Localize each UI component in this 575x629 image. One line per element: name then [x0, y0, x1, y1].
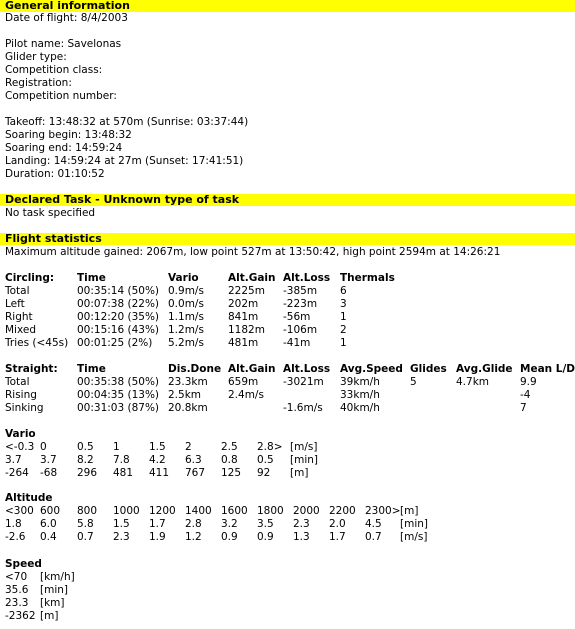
speed-cell: 35.6 [5, 584, 29, 596]
straight-cell: 5 [410, 376, 417, 388]
circling-cell: 00:12:20 (35%) [77, 311, 160, 323]
declared-task-header: Declared Task - Unknown type of task [0, 194, 575, 206]
straight-header-cell: Time [77, 363, 106, 375]
circling-cell: 841m [228, 311, 259, 323]
straight-cell: 00:31:03 (87%) [77, 402, 160, 414]
circling-cell: Left [5, 298, 25, 310]
altitude-cell: 1.2 [185, 531, 202, 543]
straight-cell: -4 [520, 389, 531, 401]
straight-header-cell: Avg.Glide [456, 363, 513, 375]
vario-cell: 767 [185, 467, 206, 479]
vario-cell: 3.7 [40, 454, 57, 466]
straight-header-cell: Alt.Loss [283, 363, 331, 375]
takeoff: Takeoff: 13:48:32 at 570m (Sunrise: 03:37:44) [5, 116, 249, 128]
vario-cell: 4.2 [149, 454, 166, 466]
altitude-cell: 1.7 [149, 518, 166, 530]
circling-cell: 00:15:16 (43%) [77, 324, 160, 336]
vario-cell: 1.5 [149, 441, 166, 453]
circling-cell: Tries (<45s) [5, 337, 69, 349]
circling-cell: 00:01:25 (2%) [77, 337, 153, 349]
vario-cell: [m/s] [290, 441, 318, 453]
altitude-title: Altitude [5, 492, 53, 504]
vario-cell: <-0.3 [5, 441, 35, 453]
vario-cell: 2 [185, 441, 192, 453]
circling-cell: -223m [283, 298, 318, 310]
vario-cell: -264 [5, 467, 29, 479]
vario-cell: 3.7 [5, 454, 22, 466]
circling-cell: Right [5, 311, 33, 323]
vario-cell: 481 [113, 467, 134, 479]
straight-cell: 39km/h [340, 376, 380, 388]
straight-header-cell: Alt.Gain [228, 363, 276, 375]
altitude-cell: 6.0 [40, 518, 57, 530]
altitude-cell: 1000 [113, 505, 140, 517]
circling-header-cell: Vario [168, 272, 199, 284]
speed-cell: [km/h] [40, 571, 75, 583]
circling-cell: Total [5, 285, 30, 297]
altitude-cell: <300 [5, 505, 34, 517]
altitude-cell: 2.3 [293, 518, 310, 530]
circling-header-cell: Alt.Gain [228, 272, 276, 284]
circling-cell: 1 [340, 311, 347, 323]
vario-cell: -68 [40, 467, 58, 479]
altitude-cell: [min] [400, 518, 428, 530]
circling-cell: Mixed [5, 324, 36, 336]
altitude-cell: 3.2 [221, 518, 238, 530]
vario-cell: [min] [290, 454, 318, 466]
pilot-name: Pilot name: Savelonas [5, 38, 122, 50]
circling-cell: -106m [283, 324, 318, 336]
straight-header-cell: Glides [410, 363, 447, 375]
altitude-cell: 1.3 [293, 531, 310, 543]
speed-cell: [km] [40, 597, 65, 609]
straight-header-cell: Avg.Speed [340, 363, 403, 375]
circling-cell: 1.2m/s [168, 324, 204, 336]
altitude-cell: 2.8 [185, 518, 202, 530]
altitude-cell: 2.0 [329, 518, 346, 530]
circling-cell: 6 [340, 285, 347, 297]
vario-cell: 125 [221, 467, 242, 479]
vario-cell: 0 [40, 441, 47, 453]
straight-cell: Rising [5, 389, 37, 401]
vario-cell: 2.5 [221, 441, 238, 453]
circling-header-cell: Thermals [340, 272, 395, 284]
altitude-cell: 600 [40, 505, 61, 517]
straight-cell: 23.3km [168, 376, 208, 388]
vario-cell: 296 [77, 467, 98, 479]
straight-cell: 9.9 [520, 376, 537, 388]
altitude-cell: 800 [77, 505, 98, 517]
vario-cell: 411 [149, 467, 170, 479]
circling-cell: 0.0m/s [168, 298, 204, 310]
registration: Registration: [5, 77, 72, 89]
vario-cell: 92 [257, 467, 271, 479]
straight-cell: 00:04:35 (13%) [77, 389, 160, 401]
circling-cell: 0.9m/s [168, 285, 204, 297]
straight-cell: 20.8km [168, 402, 208, 414]
altitude-cell: 1400 [185, 505, 212, 517]
circling-cell: 5.2m/s [168, 337, 204, 349]
straight-cell: 40km/h [340, 402, 380, 414]
altitude-cell: 1800 [257, 505, 284, 517]
speed-cell: <70 [5, 571, 28, 583]
straight-cell: 4.7km [456, 376, 490, 388]
circling-cell: 481m [228, 337, 259, 349]
speed-title: Speed [5, 558, 42, 570]
altitude-cell: 1600 [221, 505, 248, 517]
straight-cell: 659m [228, 376, 259, 388]
altitude-cell: 1.8 [5, 518, 22, 530]
straight-cell: Sinking [5, 402, 44, 414]
vario-cell: 6.3 [185, 454, 202, 466]
straight-header-cell: Straight: [5, 363, 58, 375]
circling-cell: 1182m [228, 324, 265, 336]
vario-cell: 8.2 [77, 454, 94, 466]
landing: Landing: 14:59:24 at 27m (Sunset: 17:41:51) [5, 155, 244, 167]
altitude-cell: 2300> [365, 505, 401, 517]
altitude-cell: 1.5 [113, 518, 130, 530]
altitude-cell: 0.7 [365, 531, 382, 543]
altitude-summary: Maximum altitude gained: 2067m, low point 527m at 13:50:42, high point 2594m at 14:26:21 [5, 246, 501, 258]
circling-cell: -56m [283, 311, 311, 323]
circling-cell: 2 [340, 324, 347, 336]
soaring-begin: Soaring begin: 13:48:32 [5, 129, 132, 141]
soaring-end: Soaring end: 14:59:24 [5, 142, 123, 154]
straight-cell: -3021m [283, 376, 324, 388]
speed-cell: -2362 [5, 610, 36, 622]
circling-cell: -41m [283, 337, 311, 349]
speed-cell: [min] [40, 584, 68, 596]
straight-cell: 33km/h [340, 389, 380, 401]
task-text: No task specified [5, 207, 96, 219]
date-of-flight: Date of flight: 8/4/2003 [5, 12, 128, 24]
altitude-cell: 1200 [149, 505, 176, 517]
straight-cell: Total [5, 376, 30, 388]
vario-cell: 0.5 [257, 454, 274, 466]
circling-cell: 1 [340, 337, 347, 349]
vario-cell: 2.8> [257, 441, 283, 453]
circling-cell: 00:07:38 (22%) [77, 298, 160, 310]
vario-cell: [m] [290, 467, 309, 479]
straight-cell: -1.6m/s [283, 402, 323, 414]
straight-cell: 2.5km [168, 389, 202, 401]
circling-cell: -385m [283, 285, 318, 297]
circling-header-cell: Time [77, 272, 106, 284]
altitude-cell: [m/s] [400, 531, 428, 543]
altitude-cell: 2.3 [113, 531, 130, 543]
altitude-cell: 3.5 [257, 518, 274, 530]
altitude-cell: 1.7 [329, 531, 346, 543]
circling-header-cell: Circling: [5, 272, 55, 284]
competition-class: Competition class: [5, 64, 103, 76]
circling-cell: 2225m [228, 285, 265, 297]
circling-cell: 00:35:14 (50%) [77, 285, 160, 297]
altitude-cell: 4.5 [365, 518, 382, 530]
glider-type: Glider type: [5, 51, 67, 63]
vario-title: Vario [5, 428, 36, 440]
circling-header-cell: Alt.Loss [283, 272, 331, 284]
speed-cell: [m] [40, 610, 59, 622]
straight-cell: 00:35:38 (50%) [77, 376, 160, 388]
altitude-cell: [m] [400, 505, 419, 517]
straight-cell: 7 [520, 402, 527, 414]
competition-number: Competition number: [5, 90, 117, 102]
straight-header-cell: Dis.Done [168, 363, 222, 375]
vario-cell: 1 [113, 441, 120, 453]
circling-cell: 1.1m/s [168, 311, 204, 323]
altitude-cell: 2000 [293, 505, 320, 517]
circling-cell: 202m [228, 298, 259, 310]
straight-cell: 2.4m/s [228, 389, 264, 401]
speed-cell: 23.3 [5, 597, 29, 609]
duration: Duration: 01:10:52 [5, 168, 105, 180]
vario-cell: 0.5 [77, 441, 94, 453]
flight-statistics-header: Flight statistics [0, 233, 575, 245]
altitude-cell: 5.8 [77, 518, 94, 530]
general-information-header: General information [0, 0, 575, 12]
altitude-cell: 0.7 [77, 531, 94, 543]
altitude-cell: 0.9 [221, 531, 238, 543]
circling-cell: 3 [340, 298, 347, 310]
straight-header-cell: Mean L/D [520, 363, 575, 375]
altitude-cell: 0.9 [257, 531, 274, 543]
altitude-cell: 2200 [329, 505, 356, 517]
vario-cell: 0.8 [221, 454, 238, 466]
vario-cell: 7.8 [113, 454, 130, 466]
altitude-cell: -2.6 [5, 531, 26, 543]
altitude-cell: 0.4 [40, 531, 57, 543]
altitude-cell: 1.9 [149, 531, 166, 543]
